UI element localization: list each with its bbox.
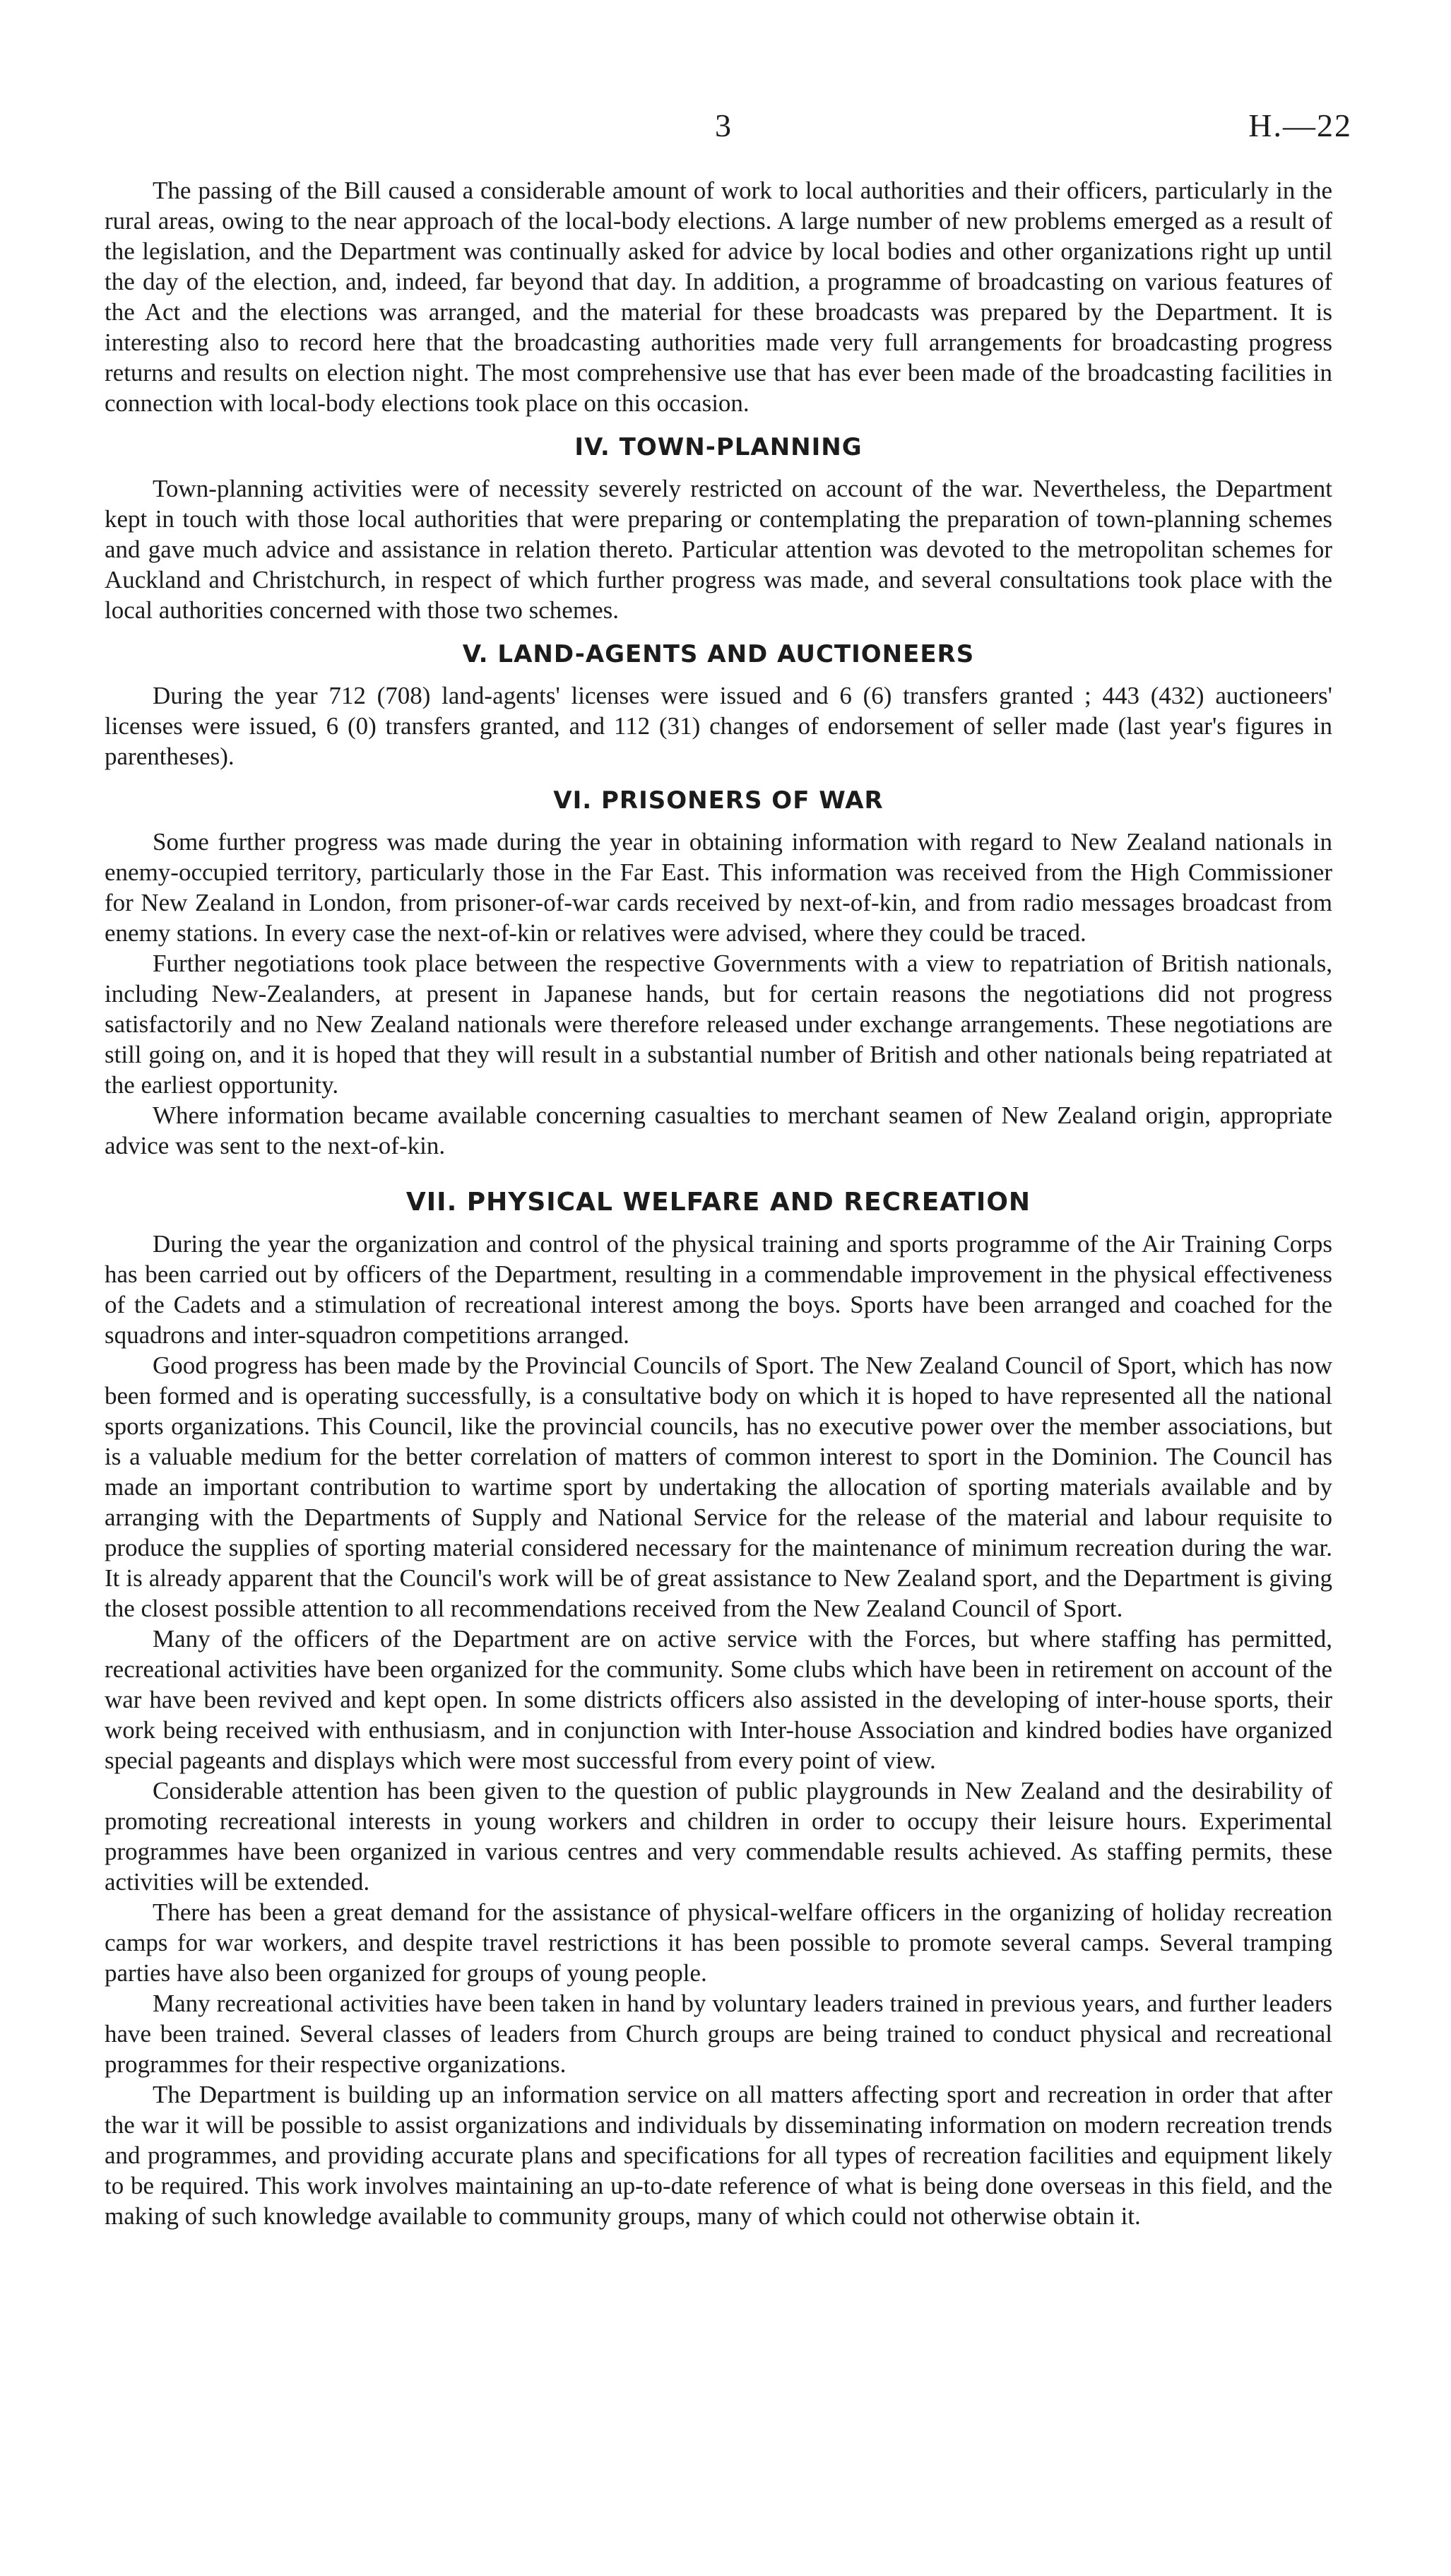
paragraph: Town-planning activities were of necessity severely restricted on account of the war. Nevertheless, the Department kept in touch with those local authorities that were preparing or contemplating the preparation of town-planning schemes and gave much advice and assistance in relation thereto. Particular attention was devoted to the metropolitan schemes for Auckland and Christchurch, in respect of which further progress was made, and several consultations took place with the local authorities concerned with those two schemes. [105,475,1332,624]
paragraph: Where information became available concerning casualties to merchant seamen of New Zealand origin, appropriate advice was sent to the next-of-kin. [105,1101,1332,1159]
paragraph: The passing of the Bill caused a considerable amount of work to local authorities and their officers, particularly in the rural areas, owing to the near approach of the local-body elections. A large number of new problems emerged as a result of the legislation, and the Department was continually asked for advice by local bodies and other organizations right up until the day of the election, and, indeed, far beyond that day. In addition, a programme of broadcasting on various features of the Act and the elections was arranged, and the material for these broadcasts was prepared by the Department. It is interesting also to record here that the broadcasting authorities made very full arrangements for broadcasting progress returns and results on election night. The most comprehensive use that has ever been made of the broadcasting facilities in connection with local-body elections took place on this occasion. [105,177,1332,417]
section-heading: V. LAND-AGENTS AND AUCTIONEERS [462,640,975,668]
section-physical-welfare [105,1188,1332,2231]
section-elections-intro [105,175,1332,418]
section-heading: VII. PHYSICAL WELFARE AND RECREATION [405,1188,1031,1217]
paragraph: Many of the officers of the Department are on active service with the Forces, but where staffing has permitted, recreational activities have been organized for the community. Some clubs which have been in retirement on account of the war have been revived and kept open. In some districts officers also assisted in the developing of inter-house sports, their work being received with enthusiasm, and in conjunction with Inter-house Association and kindred bodies have organized special pageants and displays which were most successful from every point of view. [105,1625,1332,1774]
paragraph: Good progress has been made by the Provincial Councils of Sport. The New Zealand Council of Sport, which has now been formed and is operating successfully, is a consultative body on which it is hoped to have represented all the national sports organizations. This Council, like the provincial councils, has no executive power over the member associations, but is a valuable medium for the better correlation of matters of common interest to sport in the Dominion. The Council has made an important contribution to wartime sport by undertaking the allocation of sporting materials available and by arranging with the Departments of Supply and National Service for the release of the material and labour requisite to produce the supplies of sporting material considered necessary for the maintenance of minimum recreation during the war. It is already apparent that the Council's work will be of great assistance to New Zealand sport, and the Department is giving the closest possible attention to all recommendations received from the New Zealand Council of Sport. [105,1352,1332,1622]
paragraph: The Department is building up an information service on all matters affecting sport and recreation in order that after the war it will be possible to assist organizations and individuals by disseminating information on modern recreation trends and programmes, and providing accurate plans and specifications for all types of recreation facilities and equipment likely to be required. This work involves maintaining an up-to-date reference of what is being done overseas in this field, and the making of such knowledge available to community groups, many of which could not otherwise obtain it. [105,2081,1332,2230]
paragraph: During the year 712 (708) land-agents' licenses were issued and 6 (6) transfers granted ; 443 (432) auctioneers' licenses were issued, 6 (0) transfers granted, and 112 (31) changes of endorsement of seller made (last year's figures in parentheses). [105,682,1332,770]
page-number: 3 [715,107,731,143]
section-town-planning [105,432,1332,625]
document-reference: H.—22 [1248,107,1352,143]
section-land-agents [105,639,1332,772]
section-heading: VI. PRISONERS OF WAR [553,786,884,815]
body-text [105,175,1332,2231]
paragraph: Further negotiations took place between the respective Governments with a view to repatriation of British nationals, including New-Zealanders, at present in Japanese hands, but for certain reasons the negotiations did not progress satisfactorily and no New Zealand nationals were therefore released under exchange arrangements. These negotiations are still going on, and it is hoped that they will result in a substantial number of British and other nationals being repatriated at the earliest opportunity. [105,950,1332,1099]
section-prisoners-of-war [105,786,1332,1161]
paragraph: During the year the organization and control of the physical training and sports programme of the Air Training Corps has been carried out by officers of the Department, resulting in a commendable improvement in the physical effectiveness of the Cadets and a stimulation of recreational interest among the boys. Sports have been arranged and coached for the squadrons and inter-squadron competitions arranged. [105,1230,1332,1349]
paragraph: Considerable attention has been given to the question of public playgrounds in New Zealand and the desirability of promoting recreational interests in young workers and children in order to occupy their leisure hours. Experimental programmes have been organized in various centres and very commendable results achieved. As staffing permits, these activities will be extended. [105,1777,1332,1896]
paragraph: Some further progress was made during the year in obtaining information with regard to New Zealand nationals in enemy-occupied territory, particularly those in the Far East. This information was received from the High Commissioner for New Zealand in London, from prisoner-of-war cards received by next-of-kin, and from radio messages broadcast from enemy stations. In every case the next-of-kin or relatives were advised, where they could be traced. [105,828,1332,947]
paragraph: There has been a great demand for the assistance of physical-welfare officers in the organizing of holiday recreation camps for war workers, and despite travel restrictions it has been possible to promote several camps. Several tramping parties have also been organized for groups of young people. [105,1898,1332,1987]
paragraph: Many recreational activities have been taken in hand by voluntary leaders trained in previous years, and further leaders have been trained. Several classes of leaders from Church groups are being trained to conduct physical and recreational programmes for their respective organizations. [105,1990,1332,2078]
section-heading: IV. TOWN-PLANNING [574,433,863,461]
